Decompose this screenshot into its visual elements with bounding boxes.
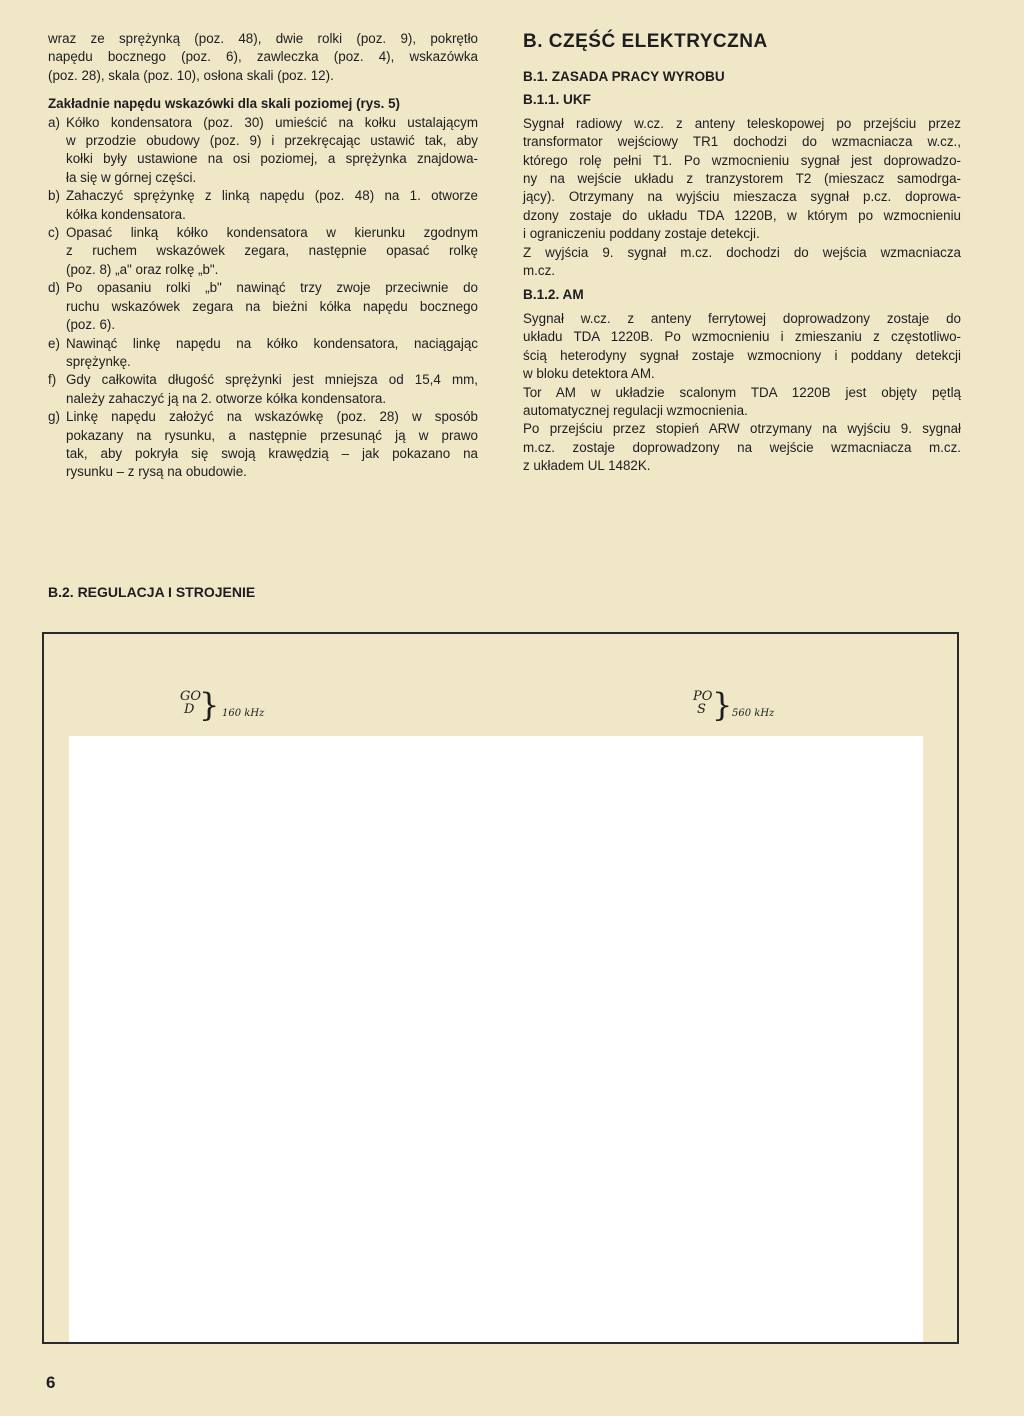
go-label <box>180 690 201 716</box>
step-line: (poz. 8) „a" oraz rolkę „b". <box>66 261 219 277</box>
step-line: kołki były ustawione na osi poziomej, a sprężynka znajdowa- <box>66 151 478 167</box>
step-line: sprężynkę. <box>66 353 131 369</box>
step-a <box>48 114 478 188</box>
step-label: b) <box>48 188 60 204</box>
ukf-line: i ograniczeniu poddany zostaje detekcji. <box>523 226 760 242</box>
brace-icon: } <box>199 686 220 724</box>
step-line: z ruchem wskazówek zegara, następnie opasać rolkę <box>66 243 478 259</box>
am-line: Sygnał w.cz. z anteny ferrytowej doprowadzony zostaje do <box>523 310 961 326</box>
step-line: Po opasaniu rolki „b" nawinąć trzy zwoje przeciwnie do <box>66 280 478 296</box>
step-d <box>48 279 478 334</box>
subsection-heading: B.1. ZASADA PRACY WYROBU <box>523 69 725 84</box>
ukf-line: Z wyjścia 9. sygnał m.cz. dochodzi do wejścia wzmacniacza <box>523 244 961 260</box>
po-label <box>693 690 712 716</box>
step-line: Linkę napędu założyć na wskazówkę (poz. 28) w sposób <box>66 409 478 425</box>
po-top: PO <box>693 689 713 704</box>
am-line: ścią heterodyny sygnał zostaje wzmocniony i poddany detekcji <box>523 347 961 363</box>
ukf-line: jący). Otrzymany na wyjściu mieszacza sygnał p.cz. doprowa- <box>523 189 961 205</box>
am-line: Po przejściu przez stopień ARW otrzymany na wyjściu 9. sygnał <box>523 421 961 437</box>
step-line: Gdy całkowita długość sprężynki jest mniejsza od 15,4 mm, <box>66 372 478 388</box>
step-line: tak, aby pokryła się swoją krawędzią – jak pokazano na <box>66 445 478 461</box>
step-label: d) <box>48 280 60 296</box>
intro-line-2: napędu bocznego (poz. 6), zawleczka (poz. 4), wskazówka <box>48 49 478 65</box>
assembly-heading: Zakładnie napędu wskazówki dla skali poziomej (rys. 5) <box>48 96 400 112</box>
step-line: ła się w górnej części. <box>66 169 197 185</box>
step-label: e) <box>48 335 60 351</box>
step-line: (poz. 6). <box>66 317 116 333</box>
ukf-line: dzony zostaje do układu TDA 1220B, w którym po wzmocnieniu <box>523 207 961 223</box>
section-heading: B. CZĘŚĆ ELEKTRYCZNA <box>523 31 768 52</box>
regulation-heading: B.2. REGULACJA I STROJENIE <box>48 584 256 600</box>
ukf-line: ny na wejście układu z tranzystorem T2 (mieszacz samodrga- <box>523 171 961 187</box>
step-e <box>48 335 478 372</box>
step-c <box>48 224 478 279</box>
ukf-line: m.cz. <box>523 263 555 279</box>
am-line: w bloku detektora AM. <box>523 366 655 382</box>
am-line: m.cz. zostaje doprowadzony na wejście wzmacniacza m.cz. <box>523 439 961 455</box>
brace-icon: } <box>712 686 733 724</box>
am-line: układu TDA 1220B. Po wzmocnieniu i zmieszaniu z częstotliwo- <box>523 329 961 345</box>
step-line: rysunku – z rysą na obudowie. <box>66 464 247 480</box>
step-line: ruchu wskazówek zegara na bieżni kółka napędu bocznego <box>66 298 478 314</box>
ukf-line: którego rolę pełni T1. Po wzmocnieniu sygnał jest doprowadzo- <box>523 152 961 168</box>
go-bottom: D <box>184 702 195 717</box>
step-line: Opasać linką kółko kondensatora w kierunku zgodnym <box>66 225 478 241</box>
left-column <box>48 30 478 482</box>
step-label: c) <box>48 225 60 241</box>
subsection-heading: B.1.2. AM <box>523 287 584 303</box>
am-line: automatycznej regulacji wzmocnienia. <box>523 402 748 418</box>
subsection-heading: B.1.1. UKF <box>523 92 591 108</box>
intro-line-3: (poz. 28), skala (poz. 10), osłona skali (poz. 12). <box>48 67 334 83</box>
step-line: Kółko kondensatora (poz. 30) umieścić na kołku ustalającym <box>66 114 478 130</box>
go-frequency: 160 kHz <box>222 708 265 719</box>
figure-blank-area <box>69 736 923 1342</box>
intro-line-1: wraz ze sprężynką (poz. 48), dwie rolki (poz. 9), pokrętło <box>48 31 478 46</box>
step-g <box>48 408 478 482</box>
go-top: GO <box>180 689 202 704</box>
ukf-line: transformator wejściowy TR1 dochodzi do wzmacniacza w.cz., <box>523 134 961 150</box>
right-column <box>523 30 961 476</box>
step-label: g) <box>48 409 60 425</box>
ukf-line: Sygnał radiowy w.cz. z anteny teleskopowej po przejściu przez <box>523 115 961 131</box>
step-label: f) <box>48 372 57 388</box>
am-line: z układem UL 1482K. <box>523 458 651 474</box>
am-line: Tor AM w układzie scalonym TDA 1220B jest objęty pętlą <box>523 384 961 400</box>
step-line: kółka kondensatora. <box>66 206 186 222</box>
step-line: w przodzie obudowy (poz. 9) i przekręcając ustawić tak, aby <box>66 133 478 149</box>
step-line: Zahaczyć sprężynkę z linką napędu (poz. 48) na 1. otworze <box>66 188 478 204</box>
po-frequency: 560 kHz <box>732 708 775 719</box>
step-f <box>48 371 478 408</box>
page-number: 6 <box>46 1373 56 1392</box>
step-line: Nawinąć linkę napędu na kółko kondensatora, naciągając <box>66 335 478 351</box>
step-line: pokazany na rysunku, a następnie przesunąć ją w prawo <box>66 427 478 443</box>
step-b <box>48 187 478 224</box>
step-label: a) <box>48 114 60 130</box>
step-line: należy zahaczyć ją na 2. otworze kółka kondensatora. <box>66 390 387 406</box>
po-bottom: S <box>697 702 706 717</box>
